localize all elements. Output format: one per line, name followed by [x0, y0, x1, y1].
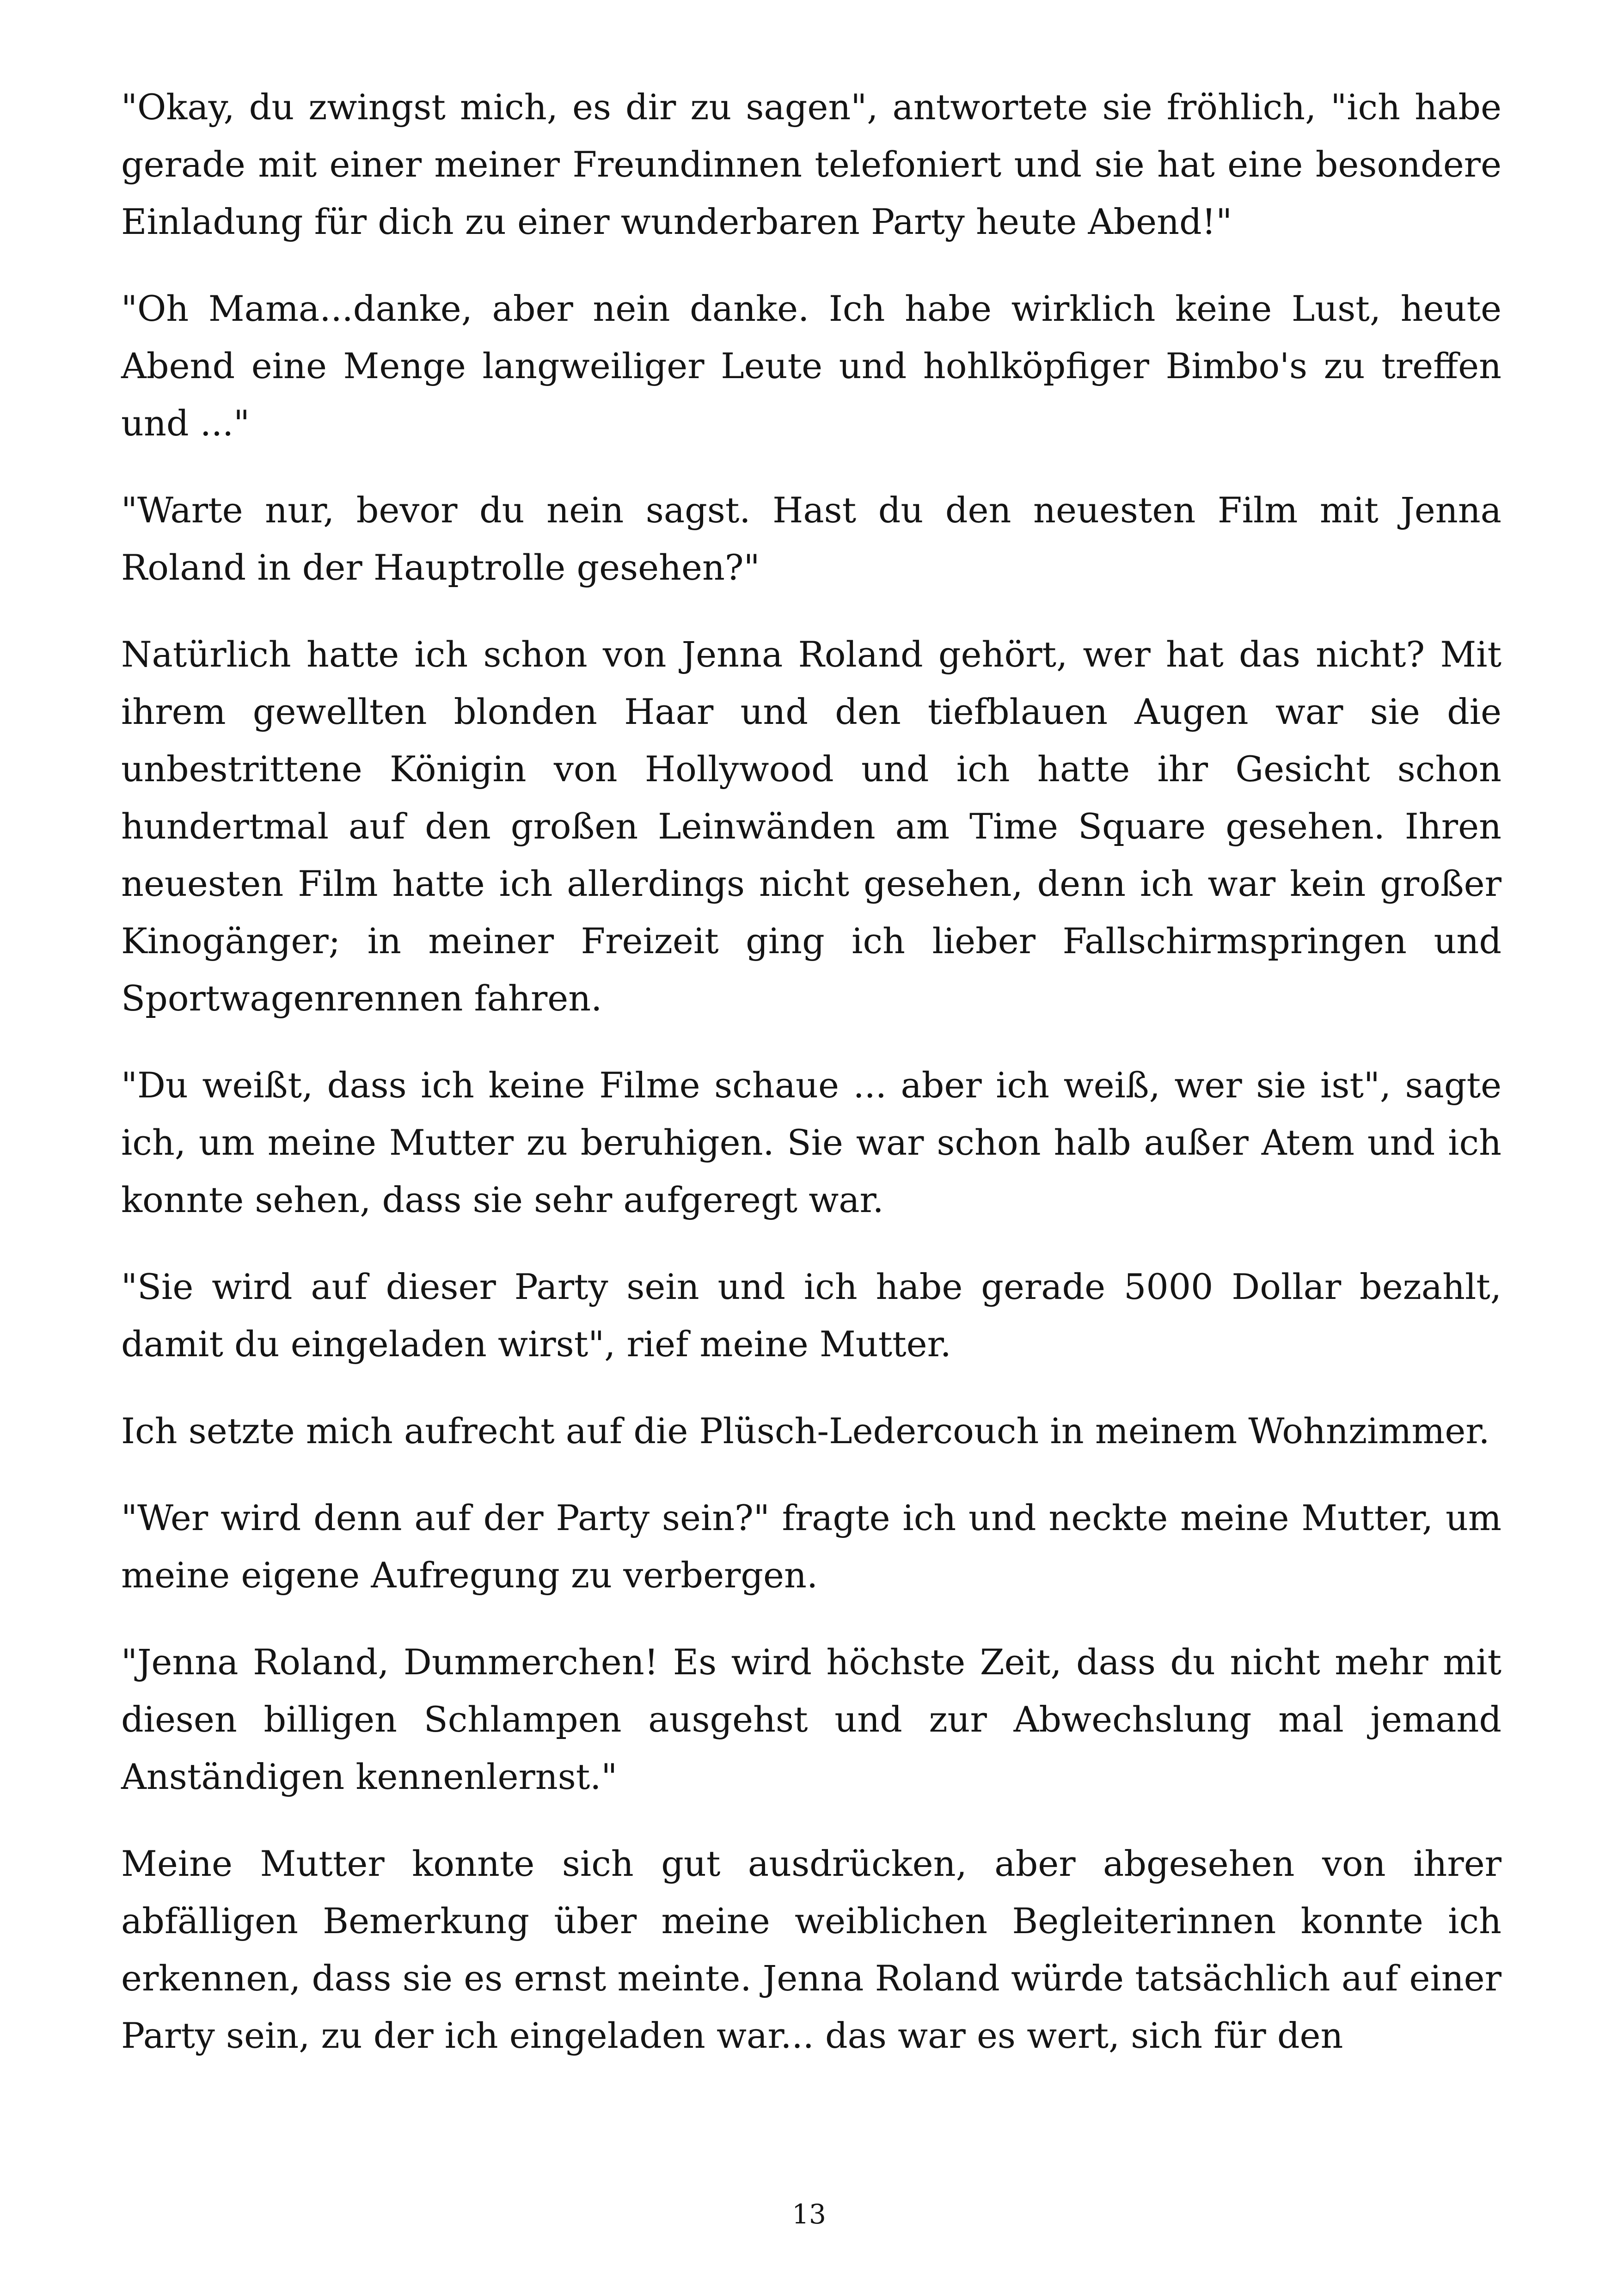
- paragraph-9: "Jenna Roland, Dummerchen! Es wird höchste Zeit, dass du nicht mehr mit diesen billigen Schlampen ausgehst und zur Abwechslung mal jemand Anständigen kennenlernst.": [121, 1641, 1502, 1797]
- paragraph-8: "Wer wird denn auf der Party sein?" fragte ich und neckte meine Mutter, um meine eigene Aufregung zu verbergen.: [121, 1497, 1502, 1596]
- body-text: [121, 79, 1502, 2094]
- paragraph-6: "Sie wird auf dieser Party sein und ich habe gerade 5000 Dollar bezahlt, damit du eingeladen wirst", rief meine Mutter.: [121, 1266, 1502, 1365]
- paragraph-1: "Okay, du zwingst mich, es dir zu sagen", antwortete sie fröhlich, "ich habe gerade mit einer meiner Freundinnen telefoniert und sie hat eine besondere Einladung für dich zu einer wunderbaren Party heute Abend!": [121, 86, 1502, 242]
- paragraph-2: "Oh Mama...danke, aber nein danke. Ich habe wirklich keine Lust, heute Abend eine Menge langweiliger Leute und hohlköpfiger Bimbo's zu treffen und ...": [121, 288, 1502, 444]
- page-number: 13: [792, 2198, 826, 2230]
- paragraph-10: Meine Mutter konnte sich gut ausdrücken, aber abgesehen von ihrer abfälligen Bemerkung über meine weiblichen Begleiterinnen konnte ich erkennen, dass sie es ernst meinte. Jenna Roland würde tatsächlich auf einer Party sein, zu der ich eingeladen war... das war es wert, sich für den: [121, 1843, 1502, 2056]
- paragraph-5: "Du weißt, dass ich keine Filme schaue ... aber ich weiß, wer sie ist", sagte ich, um meine Mutter zu beruhigen. Sie war schon halb außer Atem und ich konnte sehen, dass sie sehr aufgeregt war.: [121, 1065, 1502, 1220]
- paragraph-7: Ich setzte mich aufrecht auf die Plüsch-Ledercouch in meinem Wohnzimmer.: [121, 1410, 1490, 1451]
- paragraph-4: Natürlich hatte ich schon von Jenna Roland gehört, wer hat das nicht? Mit ihrem gewellten blonden Haar und den tiefblauen Augen war sie die unbestrittene Königin von Hollywood und ich hatte ihr Gesicht schon hundertmal auf den großen Leinwänden am Time Square gesehen. Ihren neuesten Film hatte ich allerdings nicht gesehen, denn ich war kein großer Kinogänger; in meiner Freizeit ging ich lieber Fallschirmspringen und Sportwagenrennen fahren.: [121, 634, 1502, 1019]
- paragraph-3: "Warte nur, bevor du nein sagst. Hast du den neuesten Film mit Jenna Roland in der Hauptrolle gesehen?": [121, 490, 1502, 588]
